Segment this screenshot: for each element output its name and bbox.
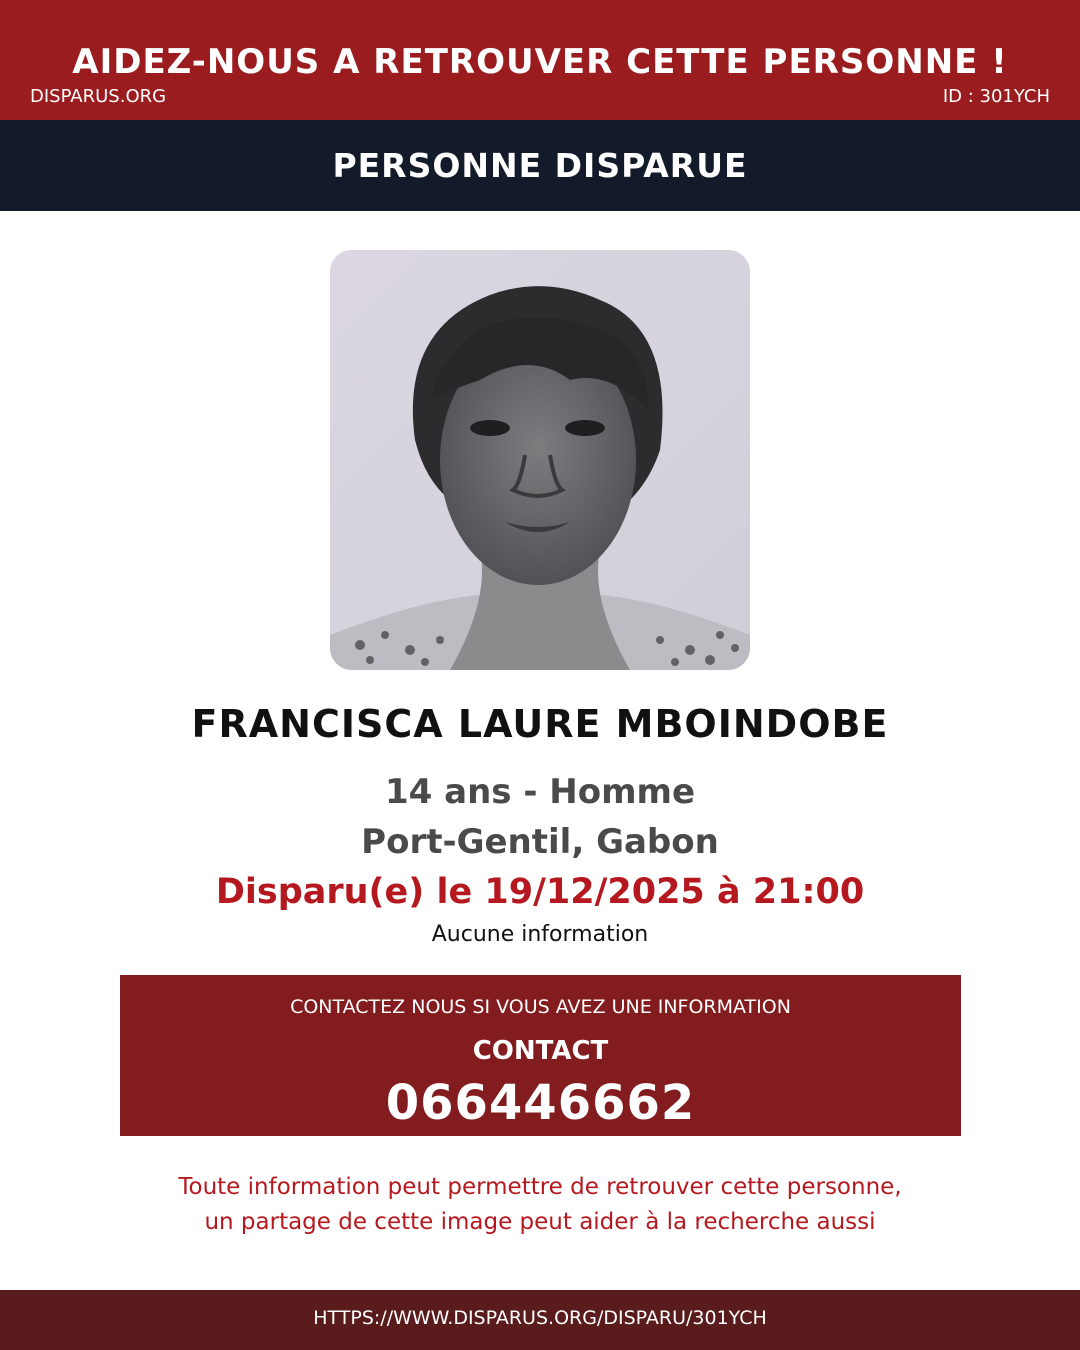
additional-info: Aucune information (431, 922, 649, 947)
share-note-line-2: un partage de cette image peut aider à la recherche aussi (204, 1209, 876, 1235)
headline: AIDEZ-NOUS A RETROUVER CETTE PERSONNE ! (72, 42, 1008, 82)
share-note (0, 1170, 1080, 1240)
share-note-line-1: Toute information peut permettre de retrouver cette personne, (178, 1174, 902, 1200)
person-name: FRANCISCA LAURE MBOINDOBE (191, 702, 889, 746)
case-id: ID : 301YCH (942, 86, 1050, 107)
missing-date: Disparu(e) le 19/12/2025 à 21:00 (215, 872, 865, 912)
footer-url[interactable]: HTTPS://WWW.DISPARUS.ORG/DISPARU/301YCH (0, 1290, 1080, 1350)
age-sex: 14 ans - Homme (384, 772, 696, 812)
contact-phone[interactable]: 066446662 (385, 1075, 696, 1131)
top-banner (0, 0, 1080, 120)
contact-label: CONTACT (472, 1036, 609, 1066)
contact-prompt: CONTACTEZ NOUS SI VOUS AVEZ UNE INFORMATION (290, 996, 791, 1018)
missing-person-banner: PERSONNE DISPARUE (0, 120, 1080, 211)
portrait-photo (330, 250, 750, 670)
location: Port-Gentil, Gabon (361, 822, 719, 862)
contact-box (120, 975, 961, 1136)
site-name: DISPARUS.ORG (30, 86, 167, 107)
